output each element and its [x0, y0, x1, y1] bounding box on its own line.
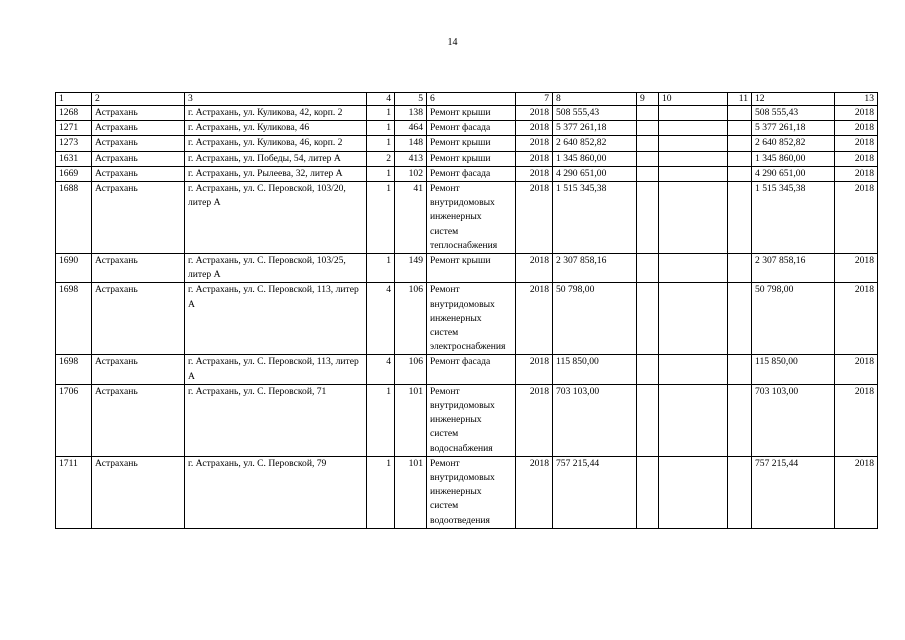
cell-col-5: 101 — [395, 456, 427, 528]
cell-col-10 — [659, 151, 728, 166]
cell-col-5: 106 — [395, 355, 427, 384]
cell-total: 2 307 858,16 — [752, 254, 835, 283]
cell-amount: 50 798,00 — [553, 283, 637, 355]
cell-col-9 — [637, 456, 659, 528]
cell-col-10 — [659, 384, 728, 456]
header-row — [56, 93, 878, 106]
header-cell-row-id: 1 — [56, 93, 92, 106]
cell-total: 1 345 860,00 — [752, 151, 835, 166]
cell-address: г. Астрахань, ул. С. Перовской, 113, литер А — [185, 283, 367, 355]
table-row — [56, 254, 878, 283]
cell-city: Астрахань — [92, 355, 185, 384]
cell-amount: 4 290 651,00 — [553, 166, 637, 181]
header-cell-col-10: 10 — [659, 93, 728, 106]
cell-total: 1 515 345,38 — [752, 182, 835, 254]
cell-col-11 — [728, 151, 752, 166]
table-row — [56, 283, 878, 355]
cell-col-9 — [637, 121, 659, 136]
cell-city: Астрахань — [92, 166, 185, 181]
cell-col-5: 413 — [395, 151, 427, 166]
cell-col-10 — [659, 166, 728, 181]
cell-col-5: 41 — [395, 182, 427, 254]
cell-col-10 — [659, 182, 728, 254]
cell-row-id: 1698 — [56, 355, 92, 384]
cell-work-type: Ремонт фасада — [427, 166, 516, 181]
cell-year-end: 2018 — [835, 182, 878, 254]
table-row — [56, 166, 878, 181]
cell-col-5: 464 — [395, 121, 427, 136]
cell-city: Астрахань — [92, 384, 185, 456]
cell-city: Астрахань — [92, 151, 185, 166]
cell-city: Астрахань — [92, 121, 185, 136]
cell-col-5: 149 — [395, 254, 427, 283]
cell-work-type: Ремонт фасада — [427, 121, 516, 136]
cell-col-4: 1 — [367, 106, 395, 121]
cell-row-id: 1273 — [56, 136, 92, 151]
cell-work-type: Ремонт крыши — [427, 254, 516, 283]
cell-col-9 — [637, 151, 659, 166]
cell-work-type: Ремонт внутридомовых инженерных систем водоотведения — [427, 456, 516, 528]
cell-col-4: 1 — [367, 166, 395, 181]
cell-col-9 — [637, 166, 659, 181]
cell-col-4: 1 — [367, 384, 395, 456]
cell-col-9 — [637, 254, 659, 283]
cell-col-10 — [659, 456, 728, 528]
cell-col-11 — [728, 456, 752, 528]
cell-col-5: 101 — [395, 384, 427, 456]
cell-city: Астрахань — [92, 283, 185, 355]
cell-address: г. Астрахань, ул. Рылеева, 32, литер А — [185, 166, 367, 181]
table-row — [56, 182, 878, 254]
cell-col-11 — [728, 166, 752, 181]
cell-row-id: 1268 — [56, 106, 92, 121]
cell-total: 2 640 852,82 — [752, 136, 835, 151]
cell-row-id: 1711 — [56, 456, 92, 528]
header-cell-col-11: 11 — [728, 93, 752, 106]
cell-year: 2018 — [516, 355, 553, 384]
cell-year-end: 2018 — [835, 136, 878, 151]
cell-col-11 — [728, 355, 752, 384]
header-cell-address: 3 — [185, 93, 367, 106]
cell-amount: 703 103,00 — [553, 384, 637, 456]
cell-year-end: 2018 — [835, 151, 878, 166]
cell-work-type: Ремонт внутридомовых инженерных систем электроснабжения — [427, 283, 516, 355]
cell-city: Астрахань — [92, 106, 185, 121]
cell-amount: 2 307 858,16 — [553, 254, 637, 283]
header-cell-year: 7 — [516, 93, 553, 106]
cell-col-9 — [637, 136, 659, 151]
cell-total: 508 555,43 — [752, 106, 835, 121]
header-cell-city: 2 — [92, 93, 185, 106]
cell-year-end: 2018 — [835, 121, 878, 136]
cell-total: 4 290 651,00 — [752, 166, 835, 181]
table-row — [56, 136, 878, 151]
cell-year: 2018 — [516, 106, 553, 121]
cell-col-10 — [659, 106, 728, 121]
cell-col-10 — [659, 355, 728, 384]
cell-row-id: 1688 — [56, 182, 92, 254]
cell-address: г. Астрахань, ул. С. Перовской, 79 — [185, 456, 367, 528]
cell-city: Астрахань — [92, 254, 185, 283]
cell-amount: 5 377 261,18 — [553, 121, 637, 136]
cell-work-type: Ремонт крыши — [427, 136, 516, 151]
cell-year-end: 2018 — [835, 384, 878, 456]
cell-address: г. Астрахань, ул. С. Перовской, 113, литер А — [185, 355, 367, 384]
cell-address: г. Астрахань, ул. С. Перовской, 71 — [185, 384, 367, 456]
cell-col-11 — [728, 121, 752, 136]
cell-col-4: 1 — [367, 456, 395, 528]
cell-address: г. Астрахань, ул. С. Перовской, 103/25, литер А — [185, 254, 367, 283]
cell-amount: 757 215,44 — [553, 456, 637, 528]
cell-col-10 — [659, 283, 728, 355]
cell-year-end: 2018 — [835, 254, 878, 283]
cell-amount: 1 515 345,38 — [553, 182, 637, 254]
header-cell-total: 12 — [752, 93, 835, 106]
header-cell-work-type: 6 — [427, 93, 516, 106]
cell-year: 2018 — [516, 121, 553, 136]
cell-col-5: 106 — [395, 283, 427, 355]
cell-amount: 115 850,00 — [553, 355, 637, 384]
cell-row-id: 1690 — [56, 254, 92, 283]
cell-year: 2018 — [516, 182, 553, 254]
header-cell-amount: 8 — [553, 93, 637, 106]
cell-col-11 — [728, 384, 752, 456]
cell-year: 2018 — [516, 136, 553, 151]
cell-col-11 — [728, 283, 752, 355]
cell-col-11 — [728, 182, 752, 254]
cell-year-end: 2018 — [835, 283, 878, 355]
cell-col-9 — [637, 355, 659, 384]
cell-total: 703 103,00 — [752, 384, 835, 456]
cell-col-4: 1 — [367, 254, 395, 283]
cell-address: г. Астрахань, ул. Куликова, 46, корп. 2 — [185, 136, 367, 151]
cell-city: Астрахань — [92, 182, 185, 254]
cell-col-4: 2 — [367, 151, 395, 166]
cell-year: 2018 — [516, 456, 553, 528]
cell-address: г. Астрахань, ул. Победы, 54, литер А — [185, 151, 367, 166]
cell-total: 757 215,44 — [752, 456, 835, 528]
table-row — [56, 121, 878, 136]
cell-row-id: 1698 — [56, 283, 92, 355]
cell-col-4: 1 — [367, 182, 395, 254]
table-row — [56, 151, 878, 166]
cell-address: г. Астрахань, ул. С. Перовской, 103/20, литер А — [185, 182, 367, 254]
cell-year-end: 2018 — [835, 355, 878, 384]
cell-year: 2018 — [516, 283, 553, 355]
header-cell-year-end: 13 — [835, 93, 878, 106]
table-row — [56, 106, 878, 121]
cell-col-5: 102 — [395, 166, 427, 181]
cell-col-4: 4 — [367, 283, 395, 355]
header-cell-col-4: 4 — [367, 93, 395, 106]
cell-col-10 — [659, 254, 728, 283]
cell-row-id: 1669 — [56, 166, 92, 181]
cell-amount: 508 555,43 — [553, 106, 637, 121]
cell-col-9 — [637, 106, 659, 121]
cell-address: г. Астрахань, ул. Куликова, 42, корп. 2 — [185, 106, 367, 121]
cell-work-type: Ремонт внутридомовых инженерных систем водоснабжения — [427, 384, 516, 456]
cell-year-end: 2018 — [835, 106, 878, 121]
cell-row-id: 1631 — [56, 151, 92, 166]
cell-col-9 — [637, 182, 659, 254]
register-table — [55, 92, 878, 529]
cell-work-type: Ремонт крыши — [427, 106, 516, 121]
cell-total: 50 798,00 — [752, 283, 835, 355]
cell-year: 2018 — [516, 151, 553, 166]
cell-address: г. Астрахань, ул. Куликова, 46 — [185, 121, 367, 136]
cell-year: 2018 — [516, 384, 553, 456]
cell-col-9 — [637, 283, 659, 355]
cell-col-4: 1 — [367, 136, 395, 151]
cell-col-10 — [659, 136, 728, 151]
cell-year: 2018 — [516, 166, 553, 181]
cell-row-id: 1706 — [56, 384, 92, 456]
cell-col-9 — [637, 384, 659, 456]
cell-col-4: 4 — [367, 355, 395, 384]
table-row — [56, 456, 878, 528]
cell-col-10 — [659, 121, 728, 136]
cell-col-11 — [728, 254, 752, 283]
header-cell-col-5: 5 — [395, 93, 427, 106]
cell-year-end: 2018 — [835, 166, 878, 181]
cell-col-5: 138 — [395, 106, 427, 121]
header-cell-col-9: 9 — [637, 93, 659, 106]
table-row — [56, 384, 878, 456]
cell-city: Астрахань — [92, 456, 185, 528]
cell-row-id: 1271 — [56, 121, 92, 136]
cell-work-type: Ремонт внутридомовых инженерных систем теплоснабжения — [427, 182, 516, 254]
cell-year: 2018 — [516, 254, 553, 283]
page-number: 14 — [447, 37, 458, 48]
cell-year-end: 2018 — [835, 456, 878, 528]
cell-col-5: 148 — [395, 136, 427, 151]
cell-total: 115 850,00 — [752, 355, 835, 384]
table-body — [56, 93, 878, 529]
cell-amount: 2 640 852,82 — [553, 136, 637, 151]
cell-col-11 — [728, 136, 752, 151]
cell-work-type: Ремонт крыши — [427, 151, 516, 166]
cell-col-4: 1 — [367, 121, 395, 136]
table-row — [56, 355, 878, 384]
cell-city: Астрахань — [92, 136, 185, 151]
cell-total: 5 377 261,18 — [752, 121, 835, 136]
cell-work-type: Ремонт фасада — [427, 355, 516, 384]
cell-amount: 1 345 860,00 — [553, 151, 637, 166]
cell-col-11 — [728, 106, 752, 121]
